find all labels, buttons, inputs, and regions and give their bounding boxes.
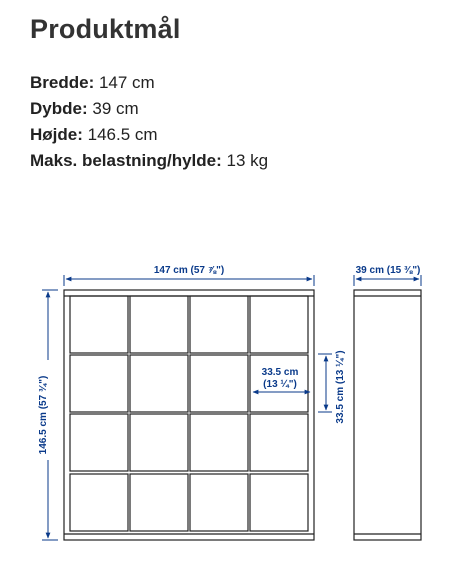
spec-height — [30, 122, 268, 148]
shelf-side-frame — [354, 290, 421, 540]
spec-list — [30, 70, 268, 174]
shelf-compartment — [190, 296, 248, 353]
spec-depth — [30, 96, 268, 122]
spec-value: 39 cm — [92, 99, 139, 118]
shelf-compartment — [190, 474, 248, 531]
cell-height-label: 33.5 cm (13 ¼") — [335, 350, 346, 424]
shelf-compartment — [250, 474, 308, 531]
spec-value: 147 cm — [98, 73, 155, 92]
cell-width-label-line1: 33.5 cm — [261, 367, 299, 378]
shelf-compartment — [70, 414, 128, 471]
depth-label: 39 cm (15 ⅜") — [355, 265, 421, 276]
shelf-compartment — [130, 296, 188, 353]
shelf-outer-frame — [64, 290, 314, 540]
shelf-side-view — [354, 290, 421, 540]
shelf-compartment — [130, 414, 188, 471]
dimension-diagram — [0, 250, 461, 575]
shelf-compartment — [70, 474, 128, 531]
height-label: 146.5 cm (57 ¾") — [38, 375, 49, 455]
shelf-compartment — [70, 296, 128, 353]
spec-width — [30, 70, 268, 96]
cell-width-label-line2: (13 ¼") — [263, 379, 297, 390]
page-title: Produktmål — [30, 14, 181, 44]
shelf-compartment — [70, 355, 128, 412]
shelf-compartment — [250, 296, 308, 353]
shelf-compartment — [250, 414, 308, 471]
spec-label: Højde: — [30, 125, 83, 144]
spec-max-load — [30, 148, 268, 174]
shelf-compartment — [190, 414, 248, 471]
shelf-compartment — [130, 474, 188, 531]
shelf-front-view — [64, 290, 314, 540]
spec-label: Dybde: — [30, 99, 88, 118]
spec-value: 13 kg — [226, 151, 269, 170]
width-label: 147 cm (57 ⅞") — [153, 265, 225, 276]
spec-value: 146.5 cm — [87, 125, 158, 144]
shelf-compartment — [130, 355, 188, 412]
spec-label: Maks. belastning/hylde: — [30, 151, 222, 170]
spec-label: Bredde: — [30, 73, 95, 92]
shelf-compartment — [190, 355, 248, 412]
shelf-cells — [70, 296, 308, 531]
